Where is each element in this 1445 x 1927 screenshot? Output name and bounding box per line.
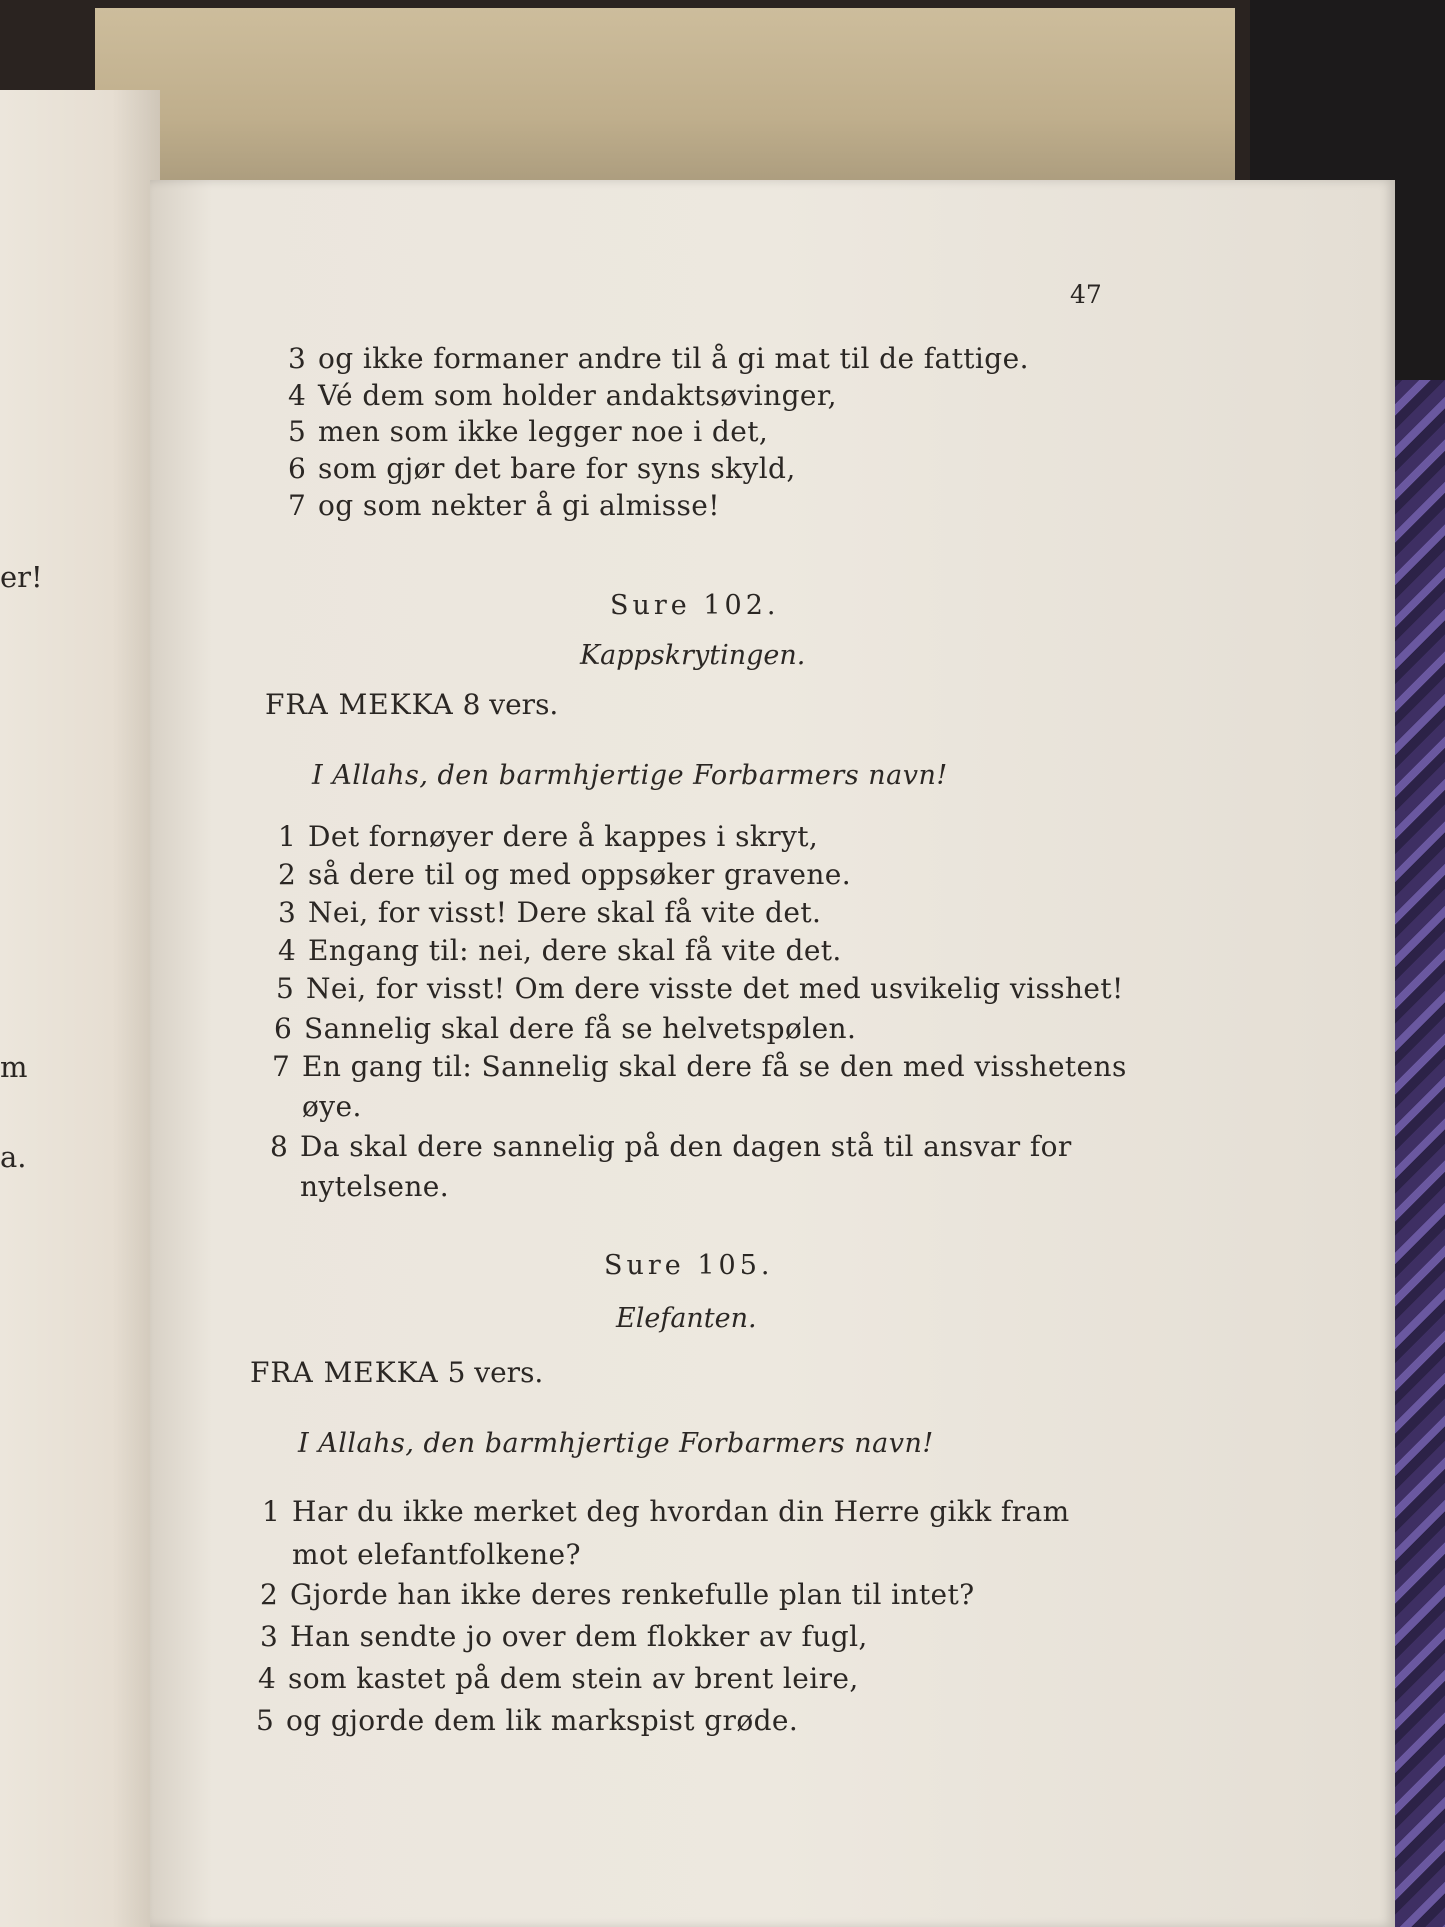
- verse-text: og som nekter å gi almisse!: [318, 489, 720, 522]
- verse-number: 6: [274, 1012, 293, 1045]
- origin-place: FRA MEKKA: [250, 1356, 439, 1389]
- verse-number: 2: [260, 1578, 279, 1611]
- verse-line: [288, 415, 768, 448]
- verse-text: så dere til og med oppsøker gravene.: [308, 858, 852, 891]
- verse-line: [270, 1130, 1072, 1163]
- origin-count: 5 vers.: [447, 1356, 544, 1389]
- verse-text: Han sendte jo over dem flokker av fugl,: [290, 1620, 868, 1653]
- verse-line: [278, 820, 818, 853]
- margin-fragment: er!: [0, 560, 43, 594]
- verse-text: Har du ikke merket deg hvordan din Herre gikk fram: [292, 1495, 1070, 1528]
- verse-line: [288, 489, 720, 522]
- verse-number: 7: [272, 1050, 291, 1083]
- verse-line: [274, 1012, 856, 1045]
- verse-text: og gjorde dem lik markspist grøde.: [286, 1704, 799, 1737]
- sure-subtitle: Elefanten.: [616, 1303, 757, 1334]
- verse-text: Gjorde han ikke deres renkefulle plan til intet?: [290, 1578, 975, 1611]
- verse-number: 3: [278, 896, 297, 929]
- left-book-page: [0, 90, 160, 1927]
- verse-line: [288, 452, 796, 485]
- verse-text: En gang til: Sannelig skal dere få se den med visshetens: [302, 1050, 1127, 1083]
- sure-origin: [265, 688, 558, 721]
- verse-number: 4: [288, 379, 307, 412]
- verse-line: [272, 1050, 1127, 1083]
- verse-text: Sannelig skal dere få se helvetspølen.: [304, 1012, 857, 1045]
- verse-text: Engang til: nei, dere skal få vite det.: [308, 934, 842, 967]
- verse-line: [262, 1495, 1070, 1528]
- verse-line: [288, 342, 1029, 375]
- verse-number: 5: [288, 415, 307, 448]
- verse-number: 3: [288, 342, 307, 375]
- margin-fragment: a.: [0, 1140, 27, 1174]
- verse-number: 4: [258, 1662, 277, 1695]
- verse-continuation: øye.: [302, 1090, 362, 1123]
- verse-number: 7: [288, 489, 307, 522]
- verse-line: [260, 1620, 868, 1653]
- sure-title: Sure 105.: [604, 1250, 774, 1281]
- verse-text: som kastet på dem stein av brent leire,: [288, 1662, 859, 1695]
- verse-number: 2: [278, 858, 297, 891]
- verse-text: Nei, for visst! Dere skal få vite det.: [308, 896, 822, 929]
- verse-text: og ikke formaner andre til å gi mat til de fattige.: [318, 342, 1029, 375]
- sure-subtitle: Kappskrytingen.: [580, 640, 806, 671]
- wooden-board: [95, 8, 1235, 193]
- verse-line: [276, 972, 1124, 1005]
- verse-continuation: mot elefantfolkene?: [292, 1538, 581, 1571]
- verse-text: men som ikke legger noe i det,: [318, 415, 769, 448]
- verse-line: [258, 1662, 859, 1695]
- verse-line: [278, 858, 851, 891]
- verse-text: som gjør det bare for syns skyld,: [318, 452, 796, 485]
- verse-text: Nei, for visst! Om dere visste det med usvikelig visshet!: [306, 972, 1124, 1005]
- sure-origin: [250, 1356, 543, 1389]
- verse-line: [278, 896, 821, 929]
- verse-line: [256, 1704, 798, 1737]
- verse-line: [260, 1578, 975, 1611]
- verse-text: Vé dem som holder andaktsøvinger,: [318, 379, 837, 412]
- invocation: I Allahs, den barmhjertige Forbarmers navn!: [312, 760, 948, 791]
- verse-number: 1: [262, 1495, 281, 1528]
- verse-text: Det fornøyer dere å kappes i skryt,: [308, 820, 819, 853]
- verse-number: 6: [288, 452, 307, 485]
- verse-number: 3: [260, 1620, 279, 1653]
- origin-place: FRA MEKKA: [265, 688, 454, 721]
- verse-number: 1: [278, 820, 297, 853]
- verse-continuation: nytelsene.: [300, 1170, 450, 1203]
- margin-fragment: m: [0, 1050, 28, 1084]
- origin-count: 8 vers.: [462, 688, 559, 721]
- verse-line: [288, 379, 837, 412]
- verse-number: 5: [276, 972, 295, 1005]
- verse-number: 8: [270, 1130, 289, 1163]
- verse-number: 5: [256, 1704, 275, 1737]
- sure-title: Sure 102.: [610, 590, 780, 621]
- page-number: 47: [1070, 280, 1102, 309]
- invocation: I Allahs, den barmhjertige Forbarmers navn!: [298, 1428, 934, 1459]
- verse-text: Da skal dere sannelig på den dagen stå til ansvar for: [300, 1130, 1072, 1163]
- verse-number: 4: [278, 934, 297, 967]
- verse-line: [278, 934, 842, 967]
